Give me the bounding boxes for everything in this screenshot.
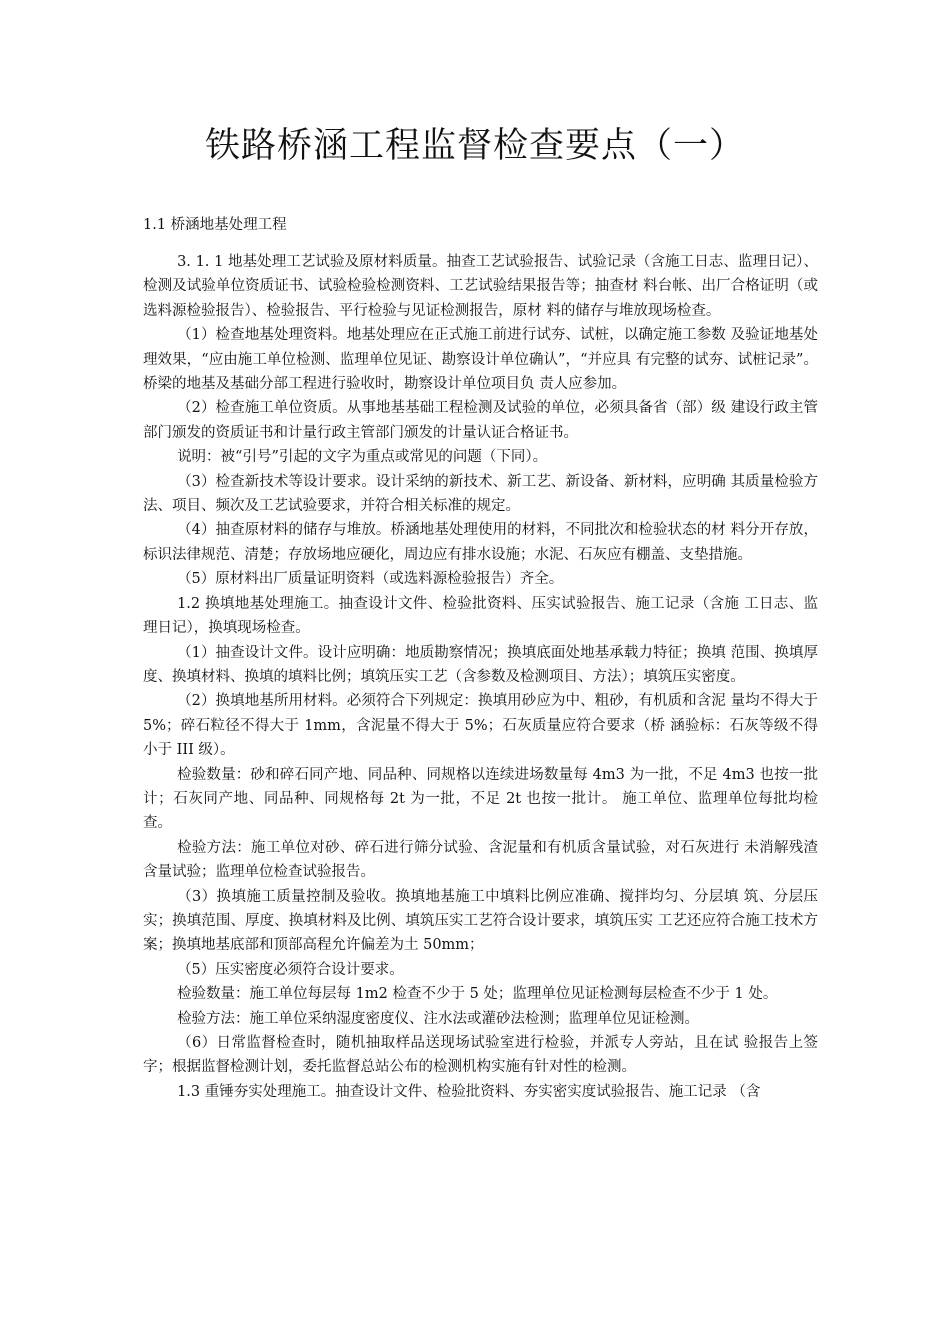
document-title: 铁路桥涵工程监督检查要点（一）	[204, 126, 745, 166]
paragraph: 检验方法：施工单位对砂、碎石进行筛分试验、含泥量和有机质含量试验，对石灰进行 未消解残渣含量试验；监理单位检查试验报告。	[143, 839, 818, 881]
paragraph: 1.2 换填地基处理施工。抽查设计文件、检验批资料、压实试验报告、施工记录（含施 工日志、监理日记），换填现场检查。	[143, 595, 818, 637]
paragraph: （5）原材料出厂质量证明资料（或选料源检验报告）齐全。	[177, 571, 564, 588]
paragraph: （3）换填施工质量控制及验收。换填地基施工中填料比例应准确、搅拌均匀、分层填 筑、分层压实；换填范围、厚度、换填材料及比例、填筑压实工艺符合设计要求，填筑压实 工艺还应符合施工技术方案；换填地基底部和顶部高程允许偏差为土 50mm；	[143, 888, 818, 954]
paragraph: 检验数量：砂和碎石同产地、同品种、同规格以连续进场数量每 4m3 为一批，不足 4m3 也按一批计；石灰同产地、同品种、同规格每 2t 为一批，不足 2t 也按一批计。 施工单位、监理单位每批均检查。	[143, 766, 818, 832]
paragraph: （1）检查地基处理资料。地基处理应在正式施工前进行试夯、试桩，以确定施工参数 及验证地基处理效果，“应由施工单位检测、监理单位见证、勘察设计单位确认”，“并应具 有完整的试夯、试桩记录”。桥梁的地基及基础分部工程进行验收时，勘察设计单位项目负 责人应参加。	[143, 327, 818, 393]
paragraph: 说明：被“引号”引起的文字为重点或常见的问题（下同）。	[177, 449, 548, 466]
paragraph: （4）抽查原材料的储存与堆放。桥涵地基处理使用的材料，不同批次和检验状态的材 料分开存放，标识法律规范、清楚；存放场地应硬化，周边应有排水设施；水泥、石灰应有棚盖、支垫措施。	[143, 522, 818, 563]
document-body	[143, 250, 818, 1104]
section-heading: 1.1 桥涵地基处理工程	[143, 217, 287, 233]
paragraph: （2）换填地基所用材料。必须符合下列规定：换填用砂应为中、粗砂，有机质和含泥 量均不得大于 5%；碎石粒径不得大于 1mm，含泥量不得大于 5%；石灰质量应符合要求（桥 涵验标：石灰等级不得小于 III 级）。	[143, 693, 818, 759]
paragraph: （6）日常监督检查时，随机抽取样品送现场试验室进行检验，并派专人旁站，且在试 验报告上签字；根据监督检测计划，委托监督总站公布的检测机构实施有针对性的检测。	[143, 1035, 818, 1076]
paragraph: （2）检查施工单位资质。从事地基基础工程检测及试验的单位，必须具备省（部）级 建设行政主管部门颁发的资质证书和计量行政主管部门颁发的计量认证合格证书。	[143, 400, 818, 441]
paragraph: （3）检查新技术等设计要求。设计采纳的新技术、新工艺、新设备、新材料，应明确 其质量检验方法、项目、频次及工艺试验要求，并符合相关标准的规定。	[143, 473, 818, 515]
paragraph: 检验方法：施工单位采纳湿度密度仪、注水法或灌砂法检测；监理单位见证检测。	[177, 1010, 700, 1027]
paragraph: （1）抽查设计文件。设计应明确：地质勘察情况；换填底面处地基承载力特征；换填 范围、换填厚度、换填材料、换填的填料比例；填筑压实工艺（含参数及检测项目、方法）；填筑压实密度。	[143, 644, 818, 685]
paragraph: 检验数量：施工单位每层每 1m2 检查不少于 5 处；监理单位见证检测每层检查不少于 1 处。	[177, 986, 778, 1003]
paragraph: （5）压实密度必须符合设计要求。	[177, 961, 404, 978]
paragraph: 1.3 重锤夯实处理施工。抽查设计文件、检验批资料、夯实密实度试验报告、施工记录 （含	[177, 1083, 761, 1100]
paragraph: 3. 1. 1 地基处理工艺试验及原材料质量。抽查工艺试验报告、试验记录（含施工日志、监理日记）、检测及试验单位资质证书、试验检验检测资料、工艺试验结果报告等；抽查材 料台帐、出厂合格证明（或选料源检验报告）、检验报告、平行检验与见证检测报告，原材 料的储存与堆放现场检查。	[143, 254, 818, 319]
